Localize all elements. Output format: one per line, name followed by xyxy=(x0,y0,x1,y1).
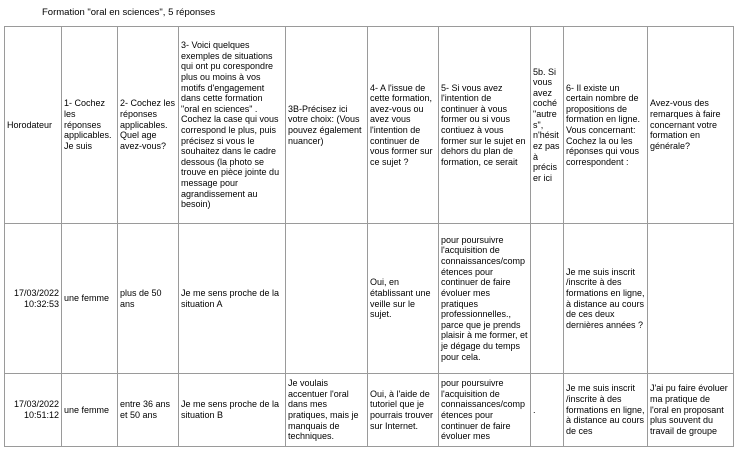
cell-remarks[interactable] xyxy=(648,224,734,374)
cell-q4[interactable]: Oui, à l'aide de tutoriel que je pourrais trouver sur Internet. xyxy=(368,374,439,447)
header-q6[interactable]: 6- Il existe un certain nombre de propositions de formation en ligne. Vous concernant: Cochez la ou les réponses qui vous correspondent : xyxy=(564,27,648,224)
cell-q5[interactable]: pour poursuivre l'acquisition de connaissances/compétences pour continuer de faire évoluer mes xyxy=(439,374,531,447)
header-q1[interactable]: 1- Cochez les réponses applicables. Je suis xyxy=(62,27,118,224)
header-horodateur[interactable]: Horodateur xyxy=(5,27,62,224)
header-q4[interactable]: 4- A l'issue de cette formation, avez-vous ou avez vous l'intention de continuer de vous former sur ce sujet ? xyxy=(368,27,439,224)
table-row xyxy=(5,374,734,447)
cell-remarks[interactable]: J'ai pu faire évoluer ma pratique de l'oral en proposant plus souvent du travail de groupe xyxy=(648,374,734,447)
cell-q2[interactable]: entre 36 ans et 50 ans xyxy=(118,374,179,447)
header-row xyxy=(5,27,734,224)
header-q5b[interactable]: 5b. Si vous avez coché "autres", n'hésitez pas à préciser ici xyxy=(531,27,564,224)
cell-q3[interactable]: Je me sens proche de la situation B xyxy=(179,374,286,447)
responses-table xyxy=(4,26,734,447)
cell-q1[interactable]: une femme xyxy=(62,374,118,447)
cell-q6[interactable]: Je me suis inscrit /inscrite à des formations en ligne, à distance au cours de ces xyxy=(564,374,648,447)
cell-q3[interactable]: Je me sens proche de la situation A xyxy=(179,224,286,374)
header-remarks[interactable]: Avez-vous des remarques à faire concernant votre formation en générale? xyxy=(648,27,734,224)
cell-horodateur[interactable]: 17/03/2022 10:32:53 xyxy=(5,224,62,374)
cell-q2[interactable]: plus de 50 ans xyxy=(118,224,179,374)
header-q2[interactable]: 2- Cochez les réponses applicables. Quel age avez-vous? xyxy=(118,27,179,224)
cell-horodateur[interactable]: 17/03/2022 10:51:12 xyxy=(5,374,62,447)
header-q3[interactable]: 3- Voici quelques exemples de situations qui ont pu corespondre plus ou moins à vos motifs d'engagement dans cette formation "oral en sciences" . Cochez la case qui vous correspond le plus, puis précisez si vous le souhaitez dans le cadre dessous (la photo se trouve en pièce jointe du message pour agrandissement au besoin) xyxy=(179,27,286,224)
cell-q3b[interactable]: Je voulais accentuer l'oral dans mes pratiques, mais je manquais de techniques. xyxy=(286,374,368,447)
cell-q3b[interactable] xyxy=(286,224,368,374)
cell-q5[interactable]: pour poursuivre l'acquisition de connaissances/compétences pour continuer de faire évoluer mes pratiques professionnelles., parce que je prends plaisir à me former, et je dégage du temps pour cela. xyxy=(439,224,531,374)
cell-q1[interactable]: une femme xyxy=(62,224,118,374)
table-row xyxy=(5,224,734,374)
sheet-title: Formation "oral en sciences", 5 réponses xyxy=(42,7,216,18)
cell-q4[interactable]: Oui, en établissant une veille sur le sujet. xyxy=(368,224,439,374)
header-q3b[interactable]: 3B-Précisez ici votre choix: (Vous pouvez également nuancer) xyxy=(286,27,368,224)
cell-q5b[interactable]: . xyxy=(531,374,564,447)
cell-q5b[interactable] xyxy=(531,224,564,374)
cell-q6[interactable]: Je me suis inscrit /inscrite à des formations en ligne, à distance au cours de ces deux dernières années ? xyxy=(564,224,648,374)
header-q5[interactable]: 5- Si vous avez l'intention de continuer à vous former ou si vous contiuez à vous former sur le sujet en dehors du plan de formation, ce serait xyxy=(439,27,531,224)
